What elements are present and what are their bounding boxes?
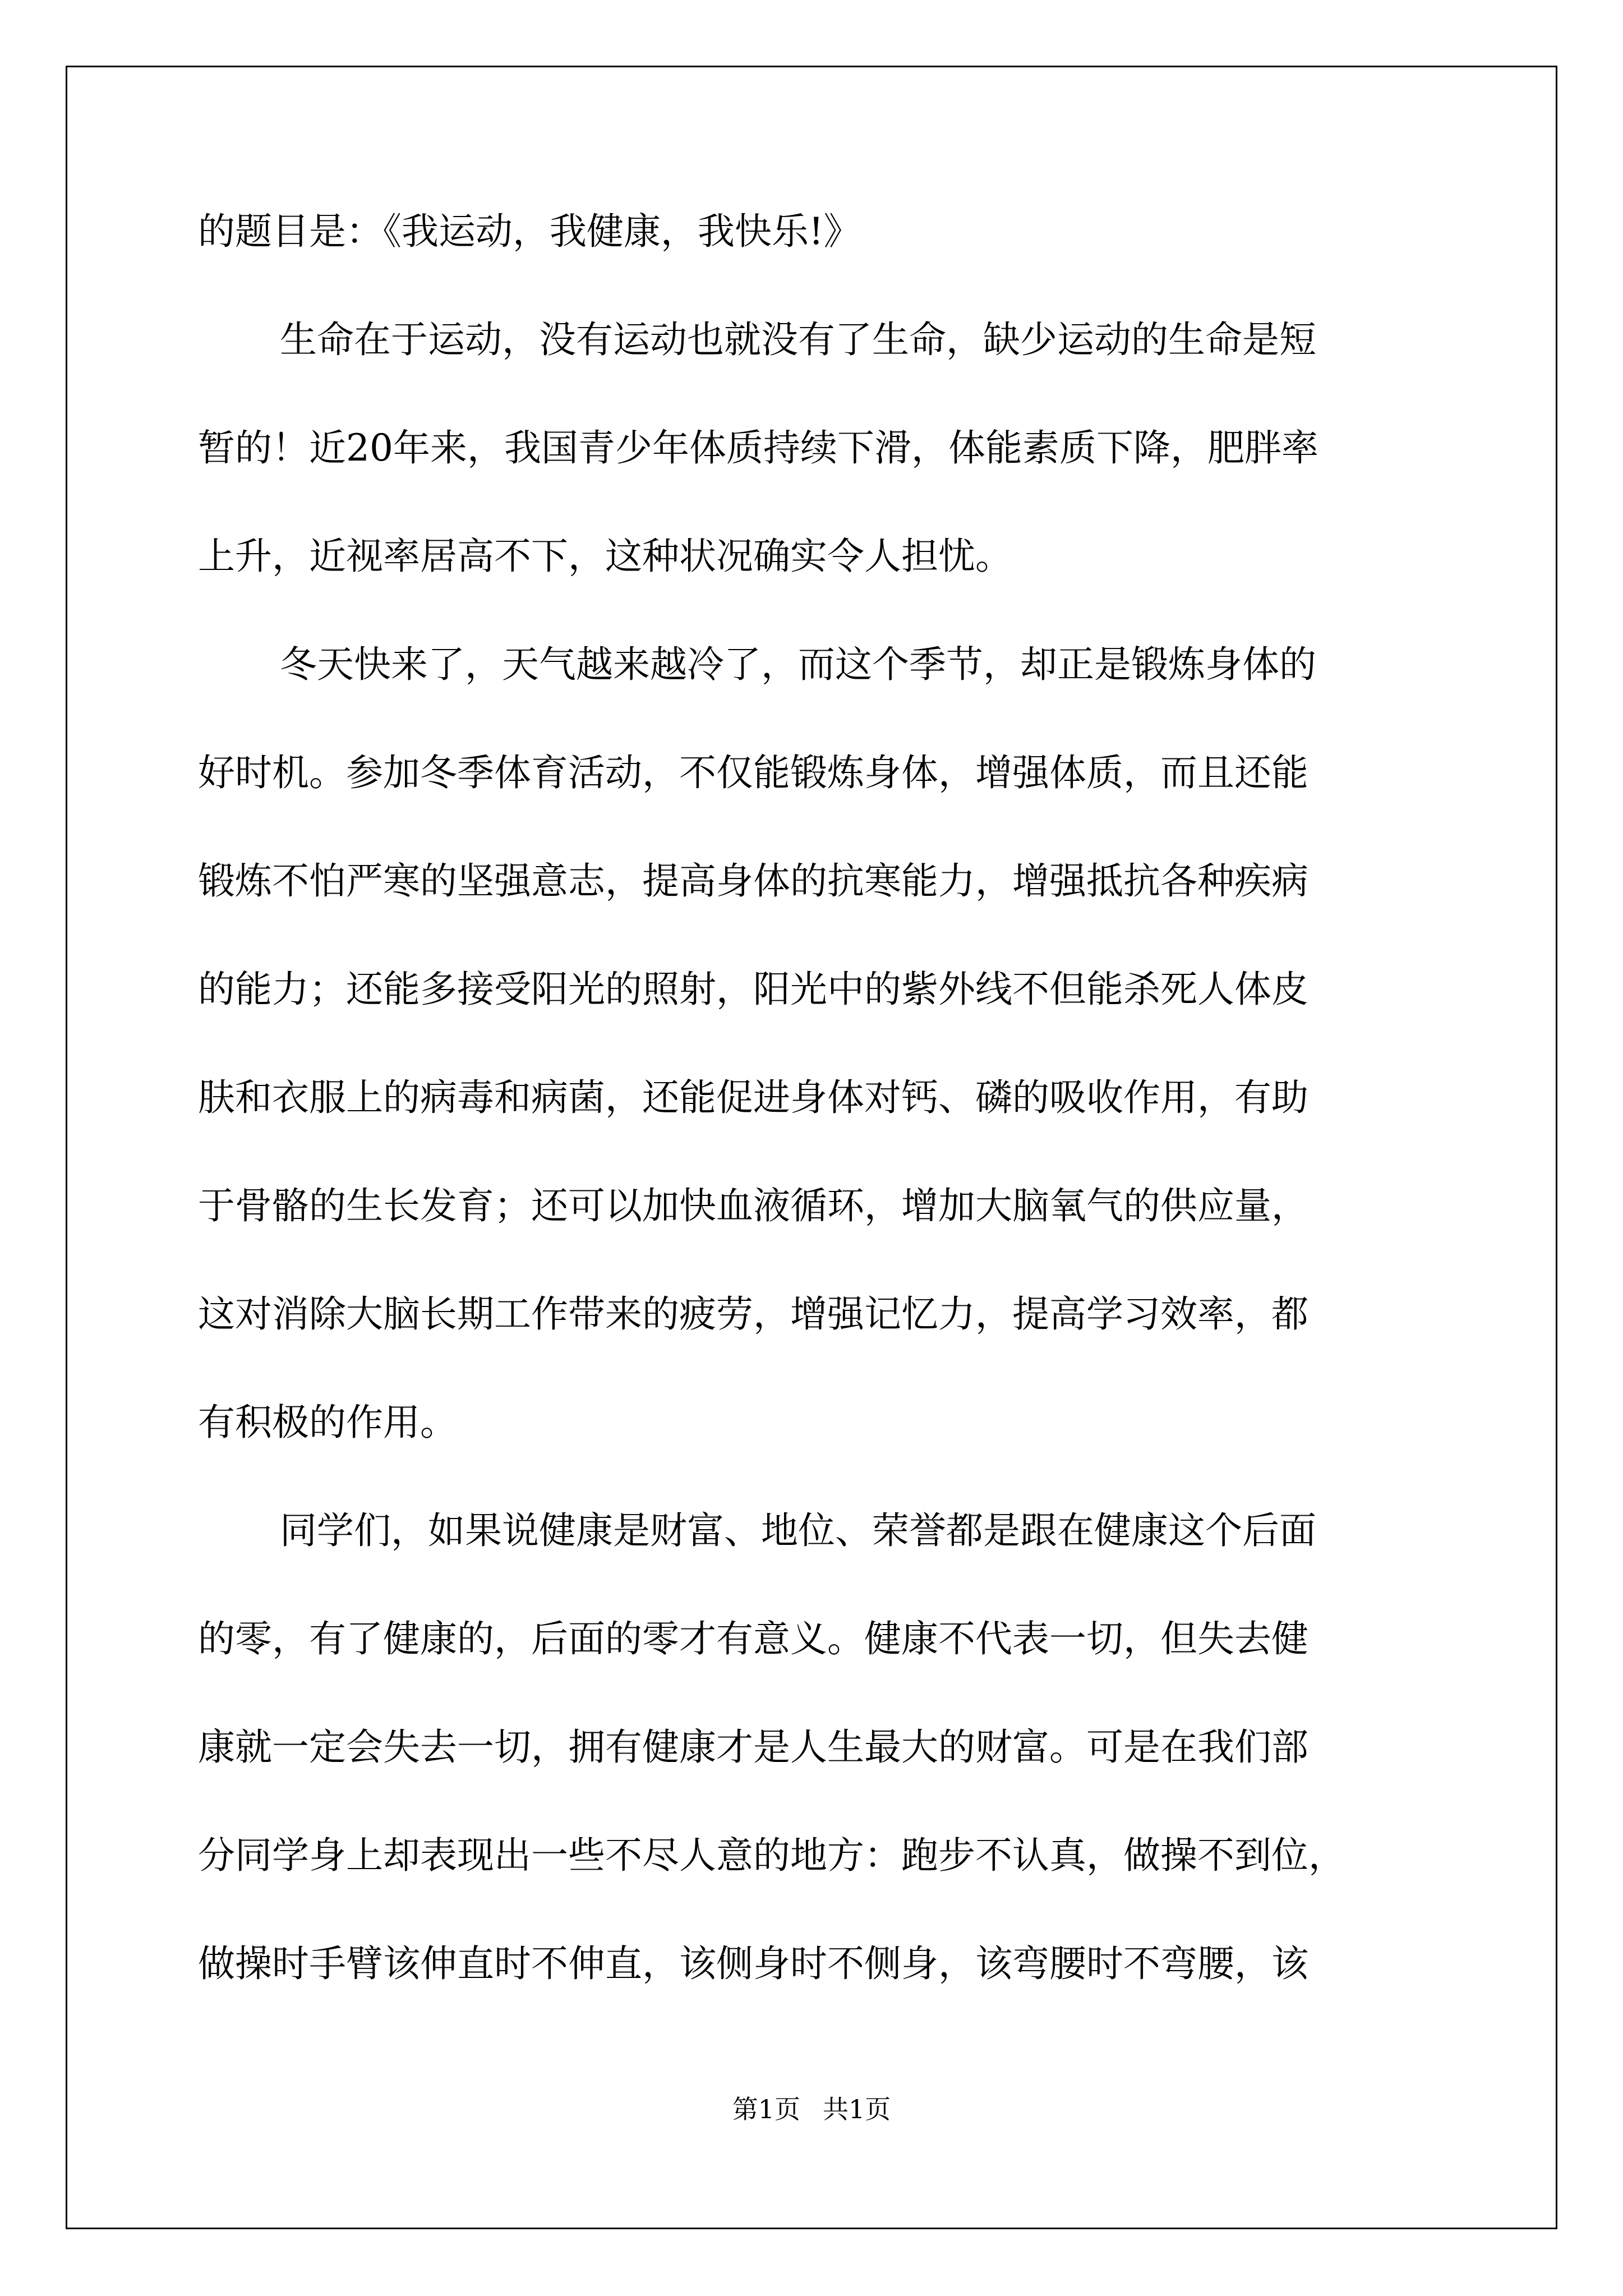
page-total: 共1页 bbox=[823, 2094, 891, 2124]
paragraph bbox=[198, 638, 1421, 1450]
document-body bbox=[198, 205, 1421, 2045]
text-line: 这对消除大脑长期工作带来的疲劳，增强记忆力，提高学习效率，都 bbox=[198, 1292, 1308, 1336]
text-line: 于骨骼的生长发育；还可以加快血液循环，增加大脑氧气的供应量， bbox=[198, 1184, 1308, 1227]
text-line: 好时机。参加冬季体育活动，不仅能锻炼身体，增强体质，而且还能 bbox=[198, 751, 1308, 794]
text-line: 暂的！近20年来，我国青少年体质持续下滑，体能素质下降，肥胖率 bbox=[198, 426, 1318, 470]
page-footer bbox=[0, 2092, 1623, 2126]
text-line: 同学们，如果说健康是财富、地位、荣誉都是跟在健康这个后面 bbox=[280, 1509, 1316, 1552]
text-line: 冬天快来了，天气越来越冷了，而这个季节，却正是锻炼身体的 bbox=[280, 643, 1316, 686]
text-line: 有积极的作用。 bbox=[198, 1401, 457, 1444]
text-line: 生命在于运动，没有运动也就没有了生命，缺少运动的生命是短 bbox=[280, 318, 1316, 361]
text-line: 分同学身上却表现出一些不尽人意的地方：跑步不认真，做操不到位， bbox=[198, 1834, 1345, 1877]
page-number: 第1页 bbox=[732, 2094, 800, 2124]
paragraph bbox=[198, 205, 1421, 259]
text-line: 上升，近视率居高不下，这种状况确实令人担忧。 bbox=[198, 535, 1012, 578]
text-line: 康就一定会失去一切，拥有健康才是人生最大的财富。可是在我们部 bbox=[198, 1726, 1308, 1769]
text-line: 的题目是：《我运动，我健康，我快乐!》 bbox=[198, 210, 861, 253]
text-line: 的能力；还能多接受阳光的照射，阳光中的紫外线不但能杀死人体皮 bbox=[198, 968, 1308, 1011]
text-line: 锻炼不怕严寒的坚强意志，提高身体的抗寒能力，增强抵抗各种疾病 bbox=[198, 859, 1308, 903]
text-line: 肤和衣服上的病毒和病菌，还能促进身体对钙、磷的吸收作用，有助 bbox=[198, 1076, 1308, 1119]
text-line: 做操时手臂该伸直时不伸直，该侧身时不侧身，该弯腰时不弯腰，该 bbox=[198, 1942, 1308, 1985]
paragraph bbox=[198, 1504, 1421, 1991]
text-line: 的零，有了健康的，后面的零才有意义。健康不代表一切，但失去健 bbox=[198, 1617, 1308, 1660]
paragraph bbox=[198, 313, 1421, 583]
